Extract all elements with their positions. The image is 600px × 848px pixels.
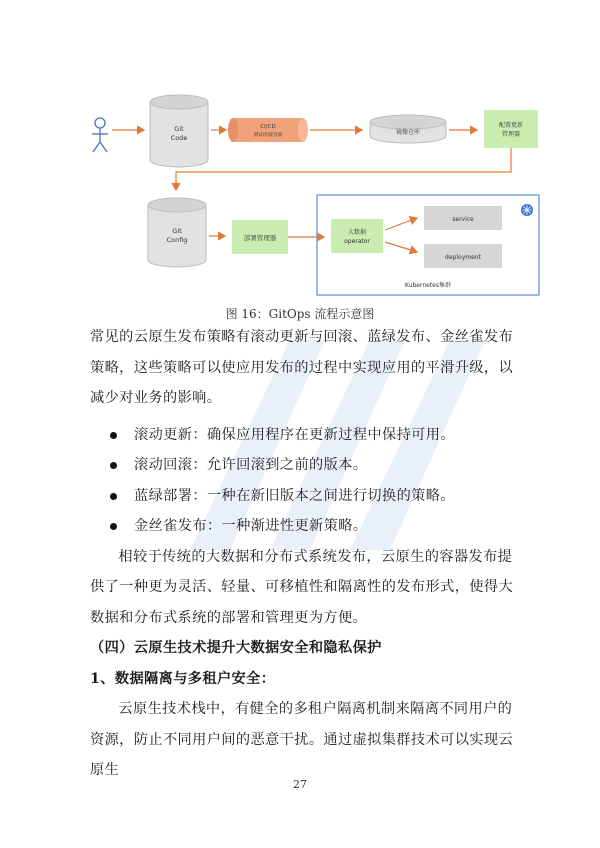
page-number: 27: [293, 778, 307, 791]
git-config-label-2: Config: [166, 236, 188, 244]
paragraph-container-release: 相较于传统的大数据和分布式系统发布，云原生的容器发布提供了一种更为灵活、轻量、可移植性和隔离性的发布形式，使得大数据和分布式系统的部署和管理更为方便。: [90, 548, 514, 626]
subsection-heading: 1、数据隔离与多租户安全：: [90, 670, 276, 687]
paragraph-release-strategies: 常见的云原生发布策略有滚动更新与回滚、蓝绿发布、金丝雀发布策略，这些策略可以使应用发布的过程中实现应用的平滑升级，以减少对业务的影响。: [90, 329, 514, 406]
git-config-label-1: Git: [172, 227, 182, 235]
config-update-manager: [484, 110, 538, 148]
operator-label-2: operator: [344, 238, 370, 245]
git-code-cylinder: [150, 95, 208, 167]
list-item: 滚动更新：确保应用程序在更新过程中保持可用。: [110, 420, 515, 451]
strategy-list: [90, 420, 515, 542]
update-manager-label-2: 管理器: [501, 131, 521, 138]
cicd-pipeline: [228, 118, 308, 142]
image-registry: [370, 115, 446, 143]
git-config-cylinder: [148, 198, 206, 267]
figure-caption: 图 16：GitOps 流程示意图: [225, 307, 375, 321]
git-code-label-2: Code: [170, 134, 188, 142]
section-heading: （四）云原生技术提升大数据安全和隐私保护: [90, 640, 382, 656]
gitops-diagram: [80, 90, 550, 310]
list-item: 蓝绿部署：一种在新旧版本之间进行切换的策略。: [110, 481, 515, 512]
user-icon: [92, 118, 108, 152]
bullet-dot: [110, 462, 117, 469]
cicd-label-1: CI/CD: [260, 124, 276, 130]
k8s-cluster-label: Kubernetes集群: [405, 282, 451, 289]
update-manager-label-1: 配置更新: [498, 122, 524, 129]
deployment-label: deployment: [445, 254, 481, 261]
list-item: 滚动回滚：允许回滚到之前的版本。: [110, 450, 515, 481]
bullet-dot: [110, 493, 117, 500]
paragraph-multitenant: 云原生技术栈中，有健全的多租户隔离机制来隔离不同用户的资源，防止不同用户间的恶意干扰。通过虚拟集群技术可以实现云原生: [90, 701, 514, 778]
git-code-label-1: Git: [174, 125, 184, 133]
list-item: 金丝雀发布：一种渐进性更新策略。: [110, 511, 515, 542]
operator-label-1: 大数据: [347, 229, 367, 236]
bullet-dot: [110, 432, 117, 439]
registry-label: 镜像仓库: [395, 129, 421, 136]
main-text: [90, 322, 515, 786]
bullet-dot: [110, 523, 117, 530]
service-label: service: [452, 216, 474, 223]
deploy-manager-label: 部署管理器: [243, 234, 277, 242]
cicd-label-2: 测试/构建容器: [253, 133, 283, 138]
deploy-manager: [232, 220, 288, 254]
kubernetes-cluster: [317, 195, 539, 295]
